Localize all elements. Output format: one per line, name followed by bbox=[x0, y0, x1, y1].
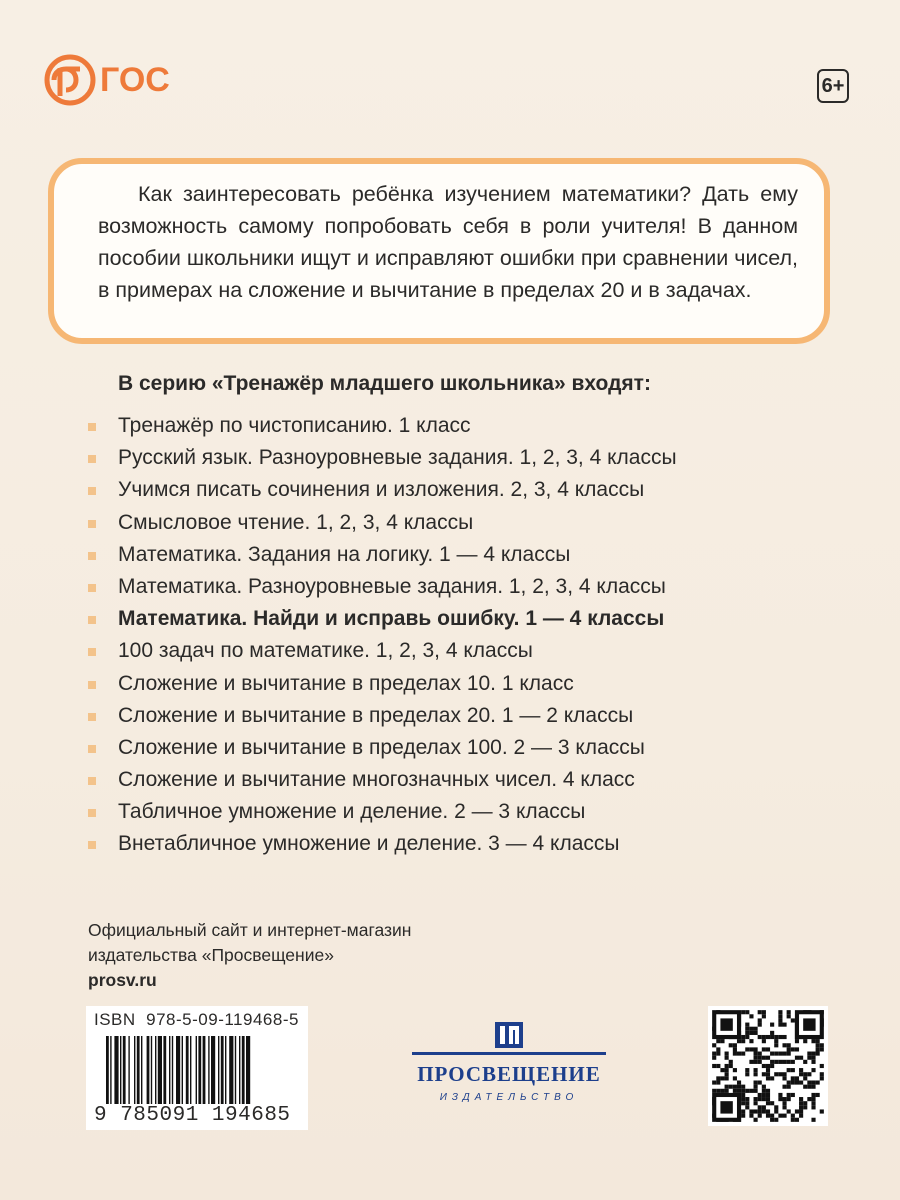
publisher-site-info bbox=[88, 918, 411, 993]
list-item: Русский язык. Разноуровневые задания. 1, 2, 3, 4 классы bbox=[88, 442, 677, 474]
list-item: Тренажёр по чистописанию. 1 класс bbox=[88, 410, 677, 442]
list-item: Сложение и вычитание в пределах 10. 1 класс bbox=[88, 668, 677, 700]
bullet-icon bbox=[88, 713, 96, 721]
list-item: Учимся писать сочинения и изложения. 2, 3, 4 классы bbox=[88, 474, 677, 506]
barcode-digits: 9 785091 194685 bbox=[94, 1104, 291, 1127]
list-item: Сложение и вычитание в пределах 20. 1 — 2 классы bbox=[88, 700, 677, 732]
bullet-icon bbox=[88, 841, 96, 849]
bullet-icon bbox=[88, 455, 96, 463]
series-list bbox=[88, 410, 677, 861]
bullet-icon bbox=[88, 745, 96, 753]
list-item: Табличное умножение и деление. 2 — 3 классы bbox=[88, 796, 677, 828]
intro-box bbox=[48, 158, 830, 344]
list-item: Внетабличное умножение и деление. 3 — 4 классы bbox=[88, 828, 677, 860]
list-item: Математика. Разноуровневые задания. 1, 2, 3, 4 классы bbox=[88, 571, 677, 603]
list-item: Сложение и вычитание в пределах 100. 2 — 3 классы bbox=[88, 732, 677, 764]
bullet-icon bbox=[88, 552, 96, 560]
fgos-logo-text: ГОС bbox=[100, 60, 170, 99]
barcode-bars-icon bbox=[106, 1036, 292, 1104]
isbn-text: ISBN 978-5-09-119468-5 bbox=[94, 1010, 299, 1029]
list-item: Сложение и вычитание многозначных чисел. 4 класс bbox=[88, 764, 677, 796]
qr-code-icon bbox=[708, 1006, 828, 1126]
age-rating-badge bbox=[817, 69, 849, 103]
site-line-1: Официальный сайт и интернет-магазин bbox=[88, 920, 412, 940]
bullet-icon bbox=[88, 616, 96, 624]
list-item-current-book: Математика. Найди и исправь ошибку. 1 — 4 классы bbox=[88, 603, 677, 635]
bullet-icon bbox=[88, 648, 96, 656]
fgos-logo bbox=[42, 52, 170, 108]
list-item: Математика. Задания на логику. 1 — 4 классы bbox=[88, 539, 677, 571]
bullet-icon bbox=[88, 777, 96, 785]
site-url: prosv.ru bbox=[88, 970, 157, 990]
prosveshchenie-logo-icon bbox=[410, 1020, 608, 1062]
isbn-barcode bbox=[86, 1006, 308, 1130]
series-title: В серию «Тренажёр младшего школьника» входят: bbox=[118, 372, 651, 395]
age-rating: 6+ bbox=[821, 75, 845, 97]
bullet-icon bbox=[88, 487, 96, 495]
fgos-logo-icon bbox=[42, 52, 98, 108]
bullet-icon bbox=[88, 809, 96, 817]
intro-text: Как заинтересовать ребёнка изучением математики? Дать ему возможность самому попробовать себя в роли учителя! В данном пособии школьники ищут и исправляют ошибки при сравнении чисел, в примерах на сложение и вычитание в пределах 20 и в задачах. bbox=[98, 182, 798, 302]
bullet-icon bbox=[88, 681, 96, 689]
list-item: 100 задач по математике. 1, 2, 3, 4 классы bbox=[88, 635, 677, 667]
bullet-icon bbox=[88, 584, 96, 592]
publisher-name: ПРОСВЕЩЕНИЕ bbox=[417, 1062, 601, 1086]
publisher-logo bbox=[410, 1020, 608, 1112]
publisher-subtitle: ИЗДАТЕЛЬСТВО bbox=[439, 1092, 579, 1103]
bullet-icon bbox=[88, 423, 96, 431]
site-line-2: издательства «Просвещение» bbox=[88, 945, 334, 965]
list-item: Смысловое чтение. 1, 2, 3, 4 классы bbox=[88, 507, 677, 539]
bullet-icon bbox=[88, 520, 96, 528]
